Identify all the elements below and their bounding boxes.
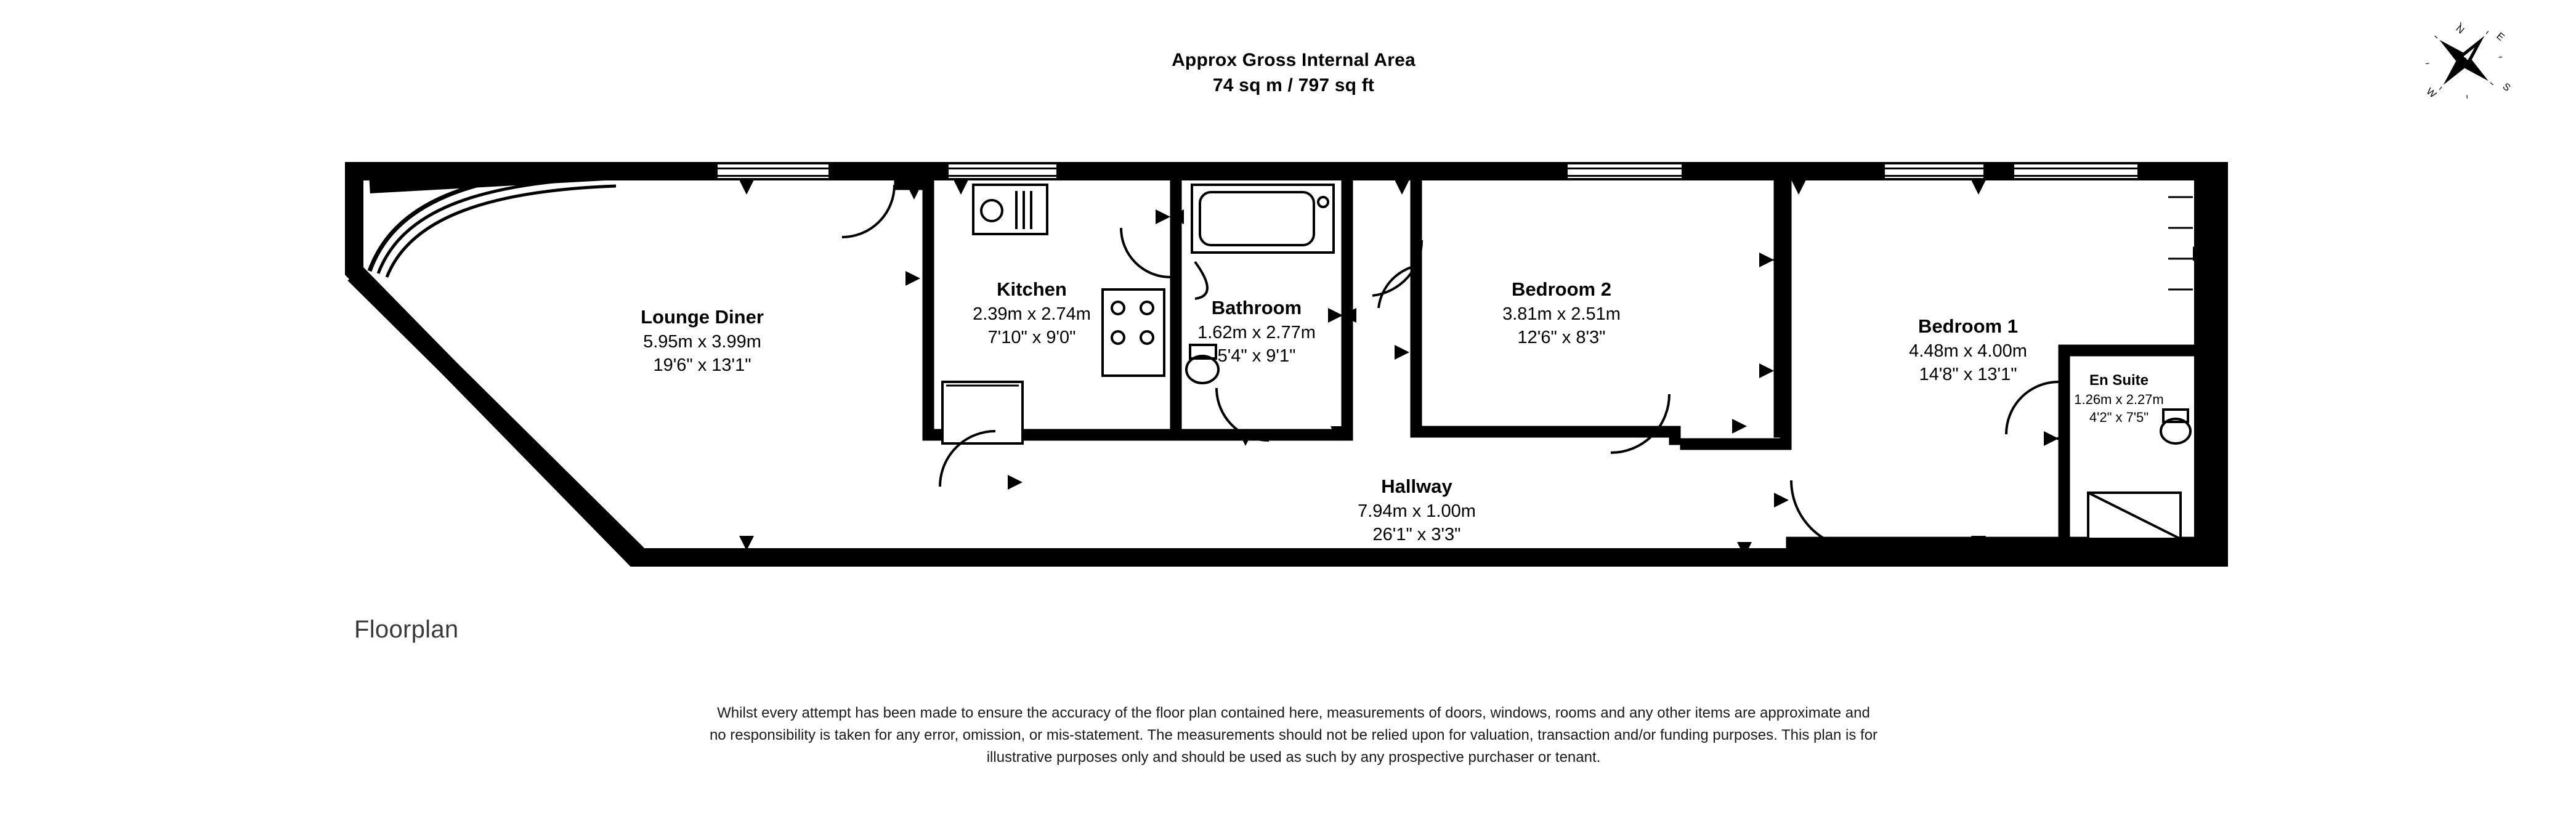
room-dim-metric: 1.62m x 2.77m [1197, 322, 1316, 342]
page-title: Floorplan [354, 616, 459, 643]
room-dim-imperial: 5'4" x 9'1" [1217, 346, 1296, 366]
room-dim-imperial: 12'6" x 8'3" [1517, 328, 1606, 348]
room-label-bedroom-2 [1417, 277, 1706, 349]
room-label-lounge-diner [542, 305, 862, 377]
room-dim-metric: 2.39m x 2.74m [973, 304, 1091, 324]
room-dim-imperial: 19'6" x 13'1" [653, 355, 751, 376]
ensuite-fixtures [2088, 410, 2190, 539]
room-dim-metric: 1.26m x 2.27m [2074, 391, 2164, 407]
area-value: 74 sq m / 797 sq ft [1212, 75, 1375, 95]
room-dim-metric: 4.48m x 4.00m [1909, 341, 2027, 361]
room-name: Hallway [1381, 475, 1452, 497]
compass-label-west: W [2424, 86, 2438, 100]
compass-label-east: E [2494, 31, 2506, 43]
room-dim-imperial: 4'2" x 7'5" [2089, 409, 2149, 425]
room-dim-imperial: 7'10" x 9'0" [987, 328, 1076, 348]
room-label-hallway [1287, 474, 1546, 546]
room-name: Bathroom [1211, 297, 1302, 318]
room-label-kitchen [899, 277, 1164, 349]
compass-label-north: N [2453, 23, 2466, 36]
area-title: Approx Gross Internal Area [1172, 50, 1416, 70]
room-dim-imperial: 14'8" x 13'1" [1919, 365, 2017, 385]
room-label-bathroom [1127, 296, 1386, 368]
room-dim-metric: 5.95m x 3.99m [643, 331, 761, 352]
disclaimer-text: Whilst every attempt has been made to ensure the accuracy of the floor plan contained here, measurements of doors, windows, rooms and any other items are approximate and no responsibility is taken for any error, omission, or mis-statement. The measurements should not be relied upon for valuation, transaction and/or funding purposes. This plan is for illustrative purposes only and should be used as such by any prospective purchaser or tenant. [709, 705, 1878, 766]
room-label-en-suite [2027, 371, 2211, 426]
room-name: Lounge Diner [641, 306, 764, 328]
room-dim-imperial: 26'1" x 3'3" [1372, 525, 1461, 545]
compass-label-south: S [2500, 81, 2513, 94]
room-name: Bedroom 2 [1512, 278, 1611, 300]
room-name: Bedroom 1 [1918, 315, 2018, 337]
room-dim-metric: 3.81m x 2.51m [1502, 304, 1621, 324]
wardrobe [2168, 197, 2193, 289]
room-dim-metric: 7.94m x 1.00m [1358, 501, 1476, 521]
room-name: En Suite [2089, 372, 2149, 389]
room-name: Kitchen [997, 278, 1067, 300]
